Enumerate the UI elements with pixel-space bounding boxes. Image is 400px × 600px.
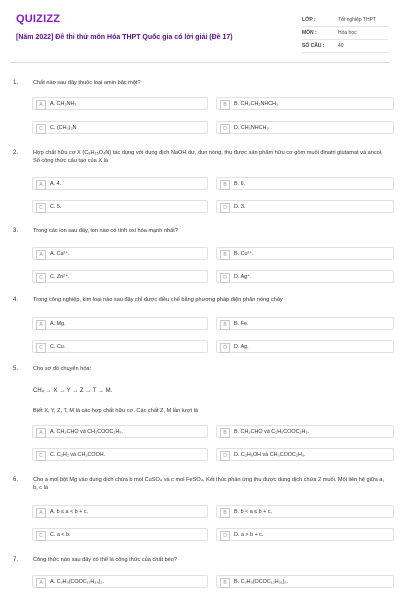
meta-key: MÔN : (302, 30, 317, 36)
option-letter: C (36, 531, 46, 541)
meta-value: Hóa học (338, 30, 357, 36)
option-letter: A (36, 250, 46, 260)
option-d[interactable] (216, 121, 394, 134)
option-letter: A (36, 428, 46, 438)
option-text: B. CH₃CH₂NHCH₃ (234, 101, 279, 107)
option-letter: B (220, 320, 230, 330)
option-letter: B (220, 250, 230, 260)
question-text: Chất nào sau đây thuộc loại amin bậc một? (33, 80, 141, 86)
question-text: Cho a mol bột Mg vào dung dịch chứa b mol CuSO₄ và c mol FeSO₄. Kết thúc phản ứng thu được dung dịch chứa 2 muối. Mối liên hệ giữa a, b, c là (33, 477, 384, 491)
meta-table (302, 14, 388, 53)
meta-value: Tốt nghiệp THPT (338, 17, 376, 23)
option-b[interactable] (216, 97, 394, 110)
option-letter: D (220, 451, 230, 461)
option-text: D. Ag. (234, 344, 249, 350)
option-a[interactable] (32, 505, 208, 518)
question-number: 7. (13, 557, 19, 563)
question-number: 2. (13, 150, 19, 156)
question-text-continued: Biết X, Y, Z, T, M là các hợp chất hữu cơ. Các chất Z, M lần lượt là (33, 408, 198, 414)
meta-key: SỐ CÂU : (302, 43, 325, 49)
question-text: Hợp chất hữu cơ X (C₈H₁₅O₄N) tác dụng với dung dịch NaOH dư, đun nóng, thu được sản phẩm hữu cơ gồm muối đinatri glutamat và ancol. Số công thức cấu tạo của X là (33, 150, 383, 164)
option-text: B. Fe. (234, 321, 249, 327)
option-letter: B (220, 428, 230, 438)
option-a[interactable] (32, 177, 208, 190)
option-d[interactable] (216, 200, 394, 213)
option-letter: A (36, 508, 46, 518)
option-text: C. (CH₃)₃N (50, 125, 77, 131)
question-number: 6. (13, 477, 19, 483)
meta-value: 40 (338, 43, 344, 49)
option-b[interactable] (216, 425, 394, 438)
question-number: 4. (13, 297, 19, 303)
meta-row-class (302, 14, 388, 27)
option-letter: D (220, 124, 230, 134)
option-text: B. C₃H₅(OCOC₁₃H₃₁)₃. (234, 579, 289, 585)
meta-key: LỚP : (302, 17, 316, 23)
option-text: C. C₂H₂ và CH₃COOH. (50, 452, 106, 458)
question-number: 5. (13, 366, 19, 372)
option-text: C. Cu. (50, 344, 66, 350)
question-text: Cho sơ đồ chuyển hóa: (33, 366, 92, 372)
option-text: C. a < b. (50, 532, 71, 538)
option-d[interactable] (216, 448, 394, 461)
option-b[interactable] (216, 177, 394, 190)
option-letter: C (36, 124, 46, 134)
worksheet-header (0, 0, 400, 62)
option-text: D. Ag⁺. (234, 274, 252, 280)
option-c[interactable] (32, 121, 208, 134)
option-text: C. 5. (50, 204, 62, 210)
option-d[interactable] (216, 528, 394, 541)
question-number: 1. (13, 80, 19, 86)
option-letter: A (36, 320, 46, 330)
option-letter: D (220, 203, 230, 213)
worksheet-title: [Năm 2022] Đề thi thử môn Hóa THPT Quốc gia có lời giải (Đề 17) (16, 34, 233, 41)
question-text: Công thức nào sau đây có thể là công thức của chất béo? (33, 557, 178, 563)
option-letter: C (36, 203, 46, 213)
option-letter: B (220, 100, 230, 110)
option-b[interactable] (216, 505, 394, 518)
option-letter: A (36, 578, 46, 588)
option-text: D. C₂H₅OH và CH₃COOC₂H₃. (234, 452, 306, 458)
option-letter: A (36, 100, 46, 110)
meta-row-subject (302, 27, 388, 40)
option-b[interactable] (216, 317, 394, 330)
option-a[interactable] (32, 317, 208, 330)
option-text: B. Cu²⁺. (234, 251, 254, 257)
option-d[interactable] (216, 270, 394, 283)
option-a[interactable] (32, 247, 208, 260)
option-text: A. 4. (50, 181, 62, 187)
option-letter: D (220, 531, 230, 541)
question-number: 3. (13, 228, 19, 234)
option-text: A. C₃H₅(COOC₁₇H₃₅)₃. (50, 579, 105, 585)
option-letter: A (36, 180, 46, 190)
option-letter: D (220, 273, 230, 283)
option-letter: B (220, 180, 230, 190)
option-text: A. CH₃NH₂ (50, 101, 77, 107)
option-c[interactable] (32, 448, 208, 461)
option-letter: B (220, 578, 230, 588)
option-text: B. b < a ≤ b + c. (234, 509, 273, 515)
option-c[interactable] (32, 340, 208, 353)
option-letter: C (36, 273, 46, 283)
option-text: D. CH₃NHCH₃ (234, 125, 269, 131)
option-a[interactable] (32, 575, 208, 588)
option-letter: D (220, 343, 230, 353)
option-text: A. Ca²⁺. (50, 251, 70, 257)
option-a[interactable] (32, 97, 208, 110)
option-text: A. b ≤ a < b + c. (50, 509, 89, 515)
option-text: A. Mg. (50, 321, 66, 327)
option-letter: C (36, 451, 46, 461)
conversion-scheme: CH₄ → X → Y → Z → T → M. (33, 388, 113, 394)
option-c[interactable] (32, 528, 208, 541)
option-c[interactable] (32, 200, 208, 213)
question-text: Trong các ion sau đây, ion nào có tính oxi hóa mạnh nhất? (33, 228, 178, 234)
option-b[interactable] (216, 575, 394, 588)
header-divider (10, 62, 390, 63)
question-text: Trong công nghiệp, kim loại nào sau đây chỉ được điều chế bằng phương pháp điện phân nóng chảy (33, 297, 283, 303)
option-text: C. Zn²⁺. (50, 274, 70, 280)
meta-row-count (302, 40, 388, 53)
option-c[interactable] (32, 270, 208, 283)
option-text: B. 6. (234, 181, 246, 187)
option-b[interactable] (216, 247, 394, 260)
option-a[interactable] (32, 425, 208, 438)
option-text: A. CH₃CHO và CH₃COOC₂H₅. (50, 429, 124, 435)
quizizz-logo: QUIZIZZ (16, 13, 61, 25)
option-letter: B (220, 508, 230, 518)
option-d[interactable] (216, 340, 394, 353)
option-text: D. 3. (234, 204, 246, 210)
option-text: D. a > b + c. (234, 532, 264, 538)
option-letter: C (36, 343, 46, 353)
option-text: B. CH₃CHO và C₂H₅COOC₂H₅. (234, 429, 310, 435)
